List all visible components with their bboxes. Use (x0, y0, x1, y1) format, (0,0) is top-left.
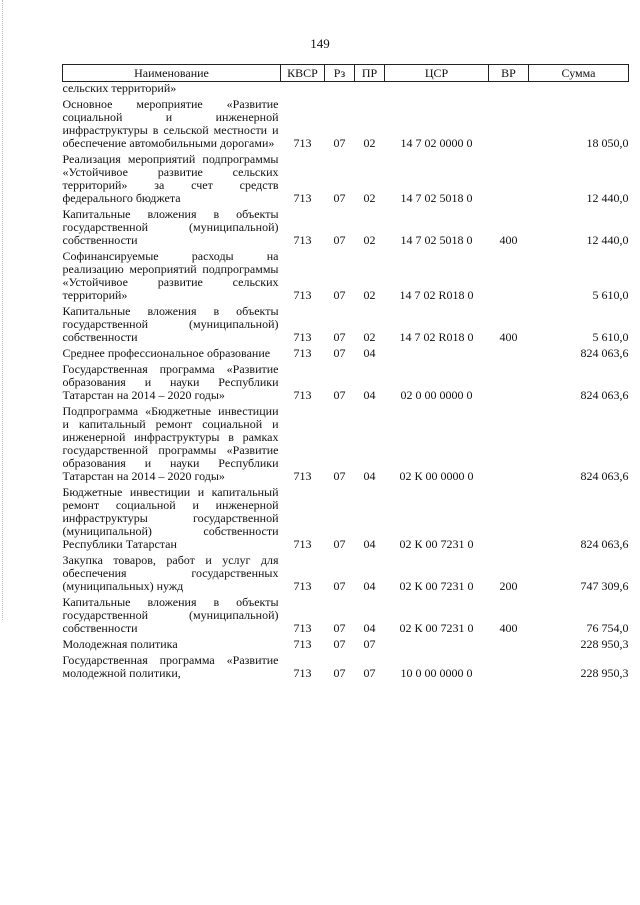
row-name: Закупка товаров, работ и услуг для обеспечения государственных (муниципальных) нужд (62, 553, 279, 593)
row-rz: 07 (333, 537, 346, 551)
row-pr: 02 (363, 233, 376, 247)
row-csr: 14 7 02 5018 0 (400, 191, 473, 205)
row-rz: 07 (333, 621, 346, 635)
table-row (63, 486, 629, 554)
table-row (63, 638, 629, 654)
table-row (63, 98, 629, 153)
row-kvsr: 713 (293, 637, 312, 651)
row-pr: 04 (363, 469, 376, 483)
page-number: 149 (310, 36, 330, 51)
row-pr: 02 (363, 136, 376, 150)
row-vr (489, 347, 529, 363)
header-kvsr: КВСР (281, 65, 325, 82)
table-row (63, 405, 629, 486)
row-sum: 228 950,3 (580, 637, 629, 651)
row-vr (489, 98, 529, 153)
row-rz: 07 (333, 666, 346, 680)
row-vr (489, 250, 529, 305)
row-rz: 07 (333, 330, 346, 344)
row-csr: 02 К 00 7231 0 (399, 537, 474, 551)
row-csr: 14 7 02 0000 0 (400, 136, 473, 150)
row-pr: 04 (363, 537, 376, 551)
row-kvsr: 713 (293, 537, 312, 551)
row-vr (489, 82, 529, 99)
row-rz: 07 (333, 136, 346, 150)
row-sum: 824 063,6 (580, 388, 629, 402)
table-header-row (63, 65, 629, 82)
table-row (63, 654, 629, 683)
row-csr: 14 7 02 R018 0 (399, 330, 474, 344)
row-vr (489, 405, 529, 486)
row-pr: 07 (363, 637, 376, 651)
row-rz: 07 (333, 579, 346, 593)
row-kvsr: 713 (293, 233, 312, 247)
row-vr (489, 486, 529, 554)
row-sum: 18 050,0 (586, 136, 629, 150)
row-sum: 5 610,0 (592, 330, 629, 344)
row-kvsr (281, 82, 325, 99)
row-csr: 10 0 00 0000 0 (400, 666, 473, 680)
row-sum: 12 440,0 (586, 191, 629, 205)
row-name: Софинансируемые расходы на реализацию мероприятий подпрограммы «Устойчивое развитие сельских территорий» (62, 249, 279, 302)
row-csr: 14 7 02 5018 0 (400, 233, 473, 247)
row-kvsr: 713 (293, 136, 312, 150)
table-row (63, 305, 629, 347)
header-vr: ВР (489, 65, 529, 82)
row-csr: 02 0 00 0000 0 (400, 388, 473, 402)
row-pr (355, 82, 385, 99)
row-csr (385, 82, 489, 99)
row-name: Бюджетные инвестиции и капитальный ремонт социальной и инженерной инфраструктуры государственной (муниципальной) собственности Республики Татарстан (62, 485, 279, 551)
row-vr: 200 (499, 579, 518, 593)
budget-table (62, 64, 629, 683)
row-sum: 76 754,0 (586, 621, 629, 635)
row-name: сельских территорий» (62, 81, 177, 95)
row-name: Подпрограмма «Бюджетные инвестиции и капитальный ремонт социальной и инженерной инфраструктуры в рамках государственной программы «Развитие образования и науки Республики Татарстан на 2014 – 2020 годы» (62, 404, 279, 483)
row-csr (385, 638, 489, 654)
row-kvsr: 713 (293, 191, 312, 205)
row-sum: 824 063,6 (580, 469, 629, 483)
row-kvsr: 713 (293, 469, 312, 483)
row-csr (385, 347, 489, 363)
table-row (63, 554, 629, 596)
row-pr: 04 (363, 621, 376, 635)
row-name: Капитальные вложения в объекты государственной (муниципальной) собственности (62, 595, 279, 635)
row-name: Основное мероприятие «Развитие социальной и инженерной инфраструктуры в сельской местности и обеспечение автомобильными дорогами» (62, 97, 279, 150)
row-kvsr: 713 (293, 388, 312, 402)
table-row (63, 347, 629, 363)
header-pr: ПР (355, 65, 385, 82)
row-name: Реализация мероприятий подпрограммы «Устойчивое развитие сельских территорий» за счет средств федерального бюджета (62, 152, 279, 205)
row-sum: 824 063,6 (580, 346, 629, 360)
table-row (63, 82, 629, 99)
row-rz: 07 (333, 233, 346, 247)
row-sum: 747 309,6 (580, 579, 629, 593)
row-pr: 04 (363, 579, 376, 593)
row-rz: 07 (333, 346, 346, 360)
row-csr: 02 К 00 7231 0 (399, 579, 474, 593)
row-kvsr: 713 (293, 330, 312, 344)
row-name: Капитальные вложения в объекты государственной (муниципальной) собственности (62, 207, 279, 247)
row-sum: 5 610,0 (592, 288, 629, 302)
row-rz (325, 82, 355, 99)
header-rz: Рз (325, 65, 355, 82)
row-vr: 400 (499, 330, 518, 344)
row-vr (489, 638, 529, 654)
row-rz: 07 (333, 637, 346, 651)
table-row (63, 250, 629, 305)
row-pr: 02 (363, 330, 376, 344)
header-csr: ЦСР (385, 65, 489, 82)
row-sum: 12 440,0 (586, 233, 629, 247)
row-sum (529, 82, 629, 99)
row-vr: 400 (499, 621, 518, 635)
row-rz: 07 (333, 288, 346, 302)
row-csr: 02 К 00 7231 0 (399, 621, 474, 635)
row-kvsr: 713 (293, 579, 312, 593)
row-vr (489, 153, 529, 208)
row-pr: 02 (363, 288, 376, 302)
row-name: Капитальные вложения в объекты государственной (муниципальной) собственности (62, 304, 279, 344)
row-kvsr: 713 (293, 621, 312, 635)
table-row (63, 596, 629, 638)
row-vr (489, 363, 529, 405)
row-kvsr: 713 (293, 346, 312, 360)
table-row (63, 153, 629, 208)
row-sum: 824 063,6 (580, 537, 629, 551)
row-name: Среднее профессиональное образование (62, 346, 271, 360)
table-row (63, 208, 629, 250)
row-vr: 400 (499, 233, 518, 247)
row-pr: 04 (363, 346, 376, 360)
row-pr: 02 (363, 191, 376, 205)
row-rz: 07 (333, 388, 346, 402)
row-vr (489, 654, 529, 683)
row-name: Молодежная политика (62, 637, 178, 651)
row-sum: 228 950,3 (580, 666, 629, 680)
row-pr: 04 (363, 388, 376, 402)
page-edge-line (2, 0, 3, 620)
header-sum: Сумма (529, 65, 629, 82)
row-kvsr: 713 (293, 288, 312, 302)
row-name: Государственная программа «Развитие молодежной политики, (62, 653, 279, 680)
row-csr: 02 К 00 0000 0 (399, 469, 474, 483)
row-kvsr: 713 (293, 666, 312, 680)
row-pr: 07 (363, 666, 376, 680)
row-csr: 14 7 02 R018 0 (399, 288, 474, 302)
row-name: Государственная программа «Развитие образования и науки Республики Татарстан на 2014 – 2020 годы» (62, 362, 279, 402)
row-rz: 07 (333, 191, 346, 205)
row-rz: 07 (333, 469, 346, 483)
header-name: Наименование (63, 65, 281, 82)
table-row (63, 363, 629, 405)
